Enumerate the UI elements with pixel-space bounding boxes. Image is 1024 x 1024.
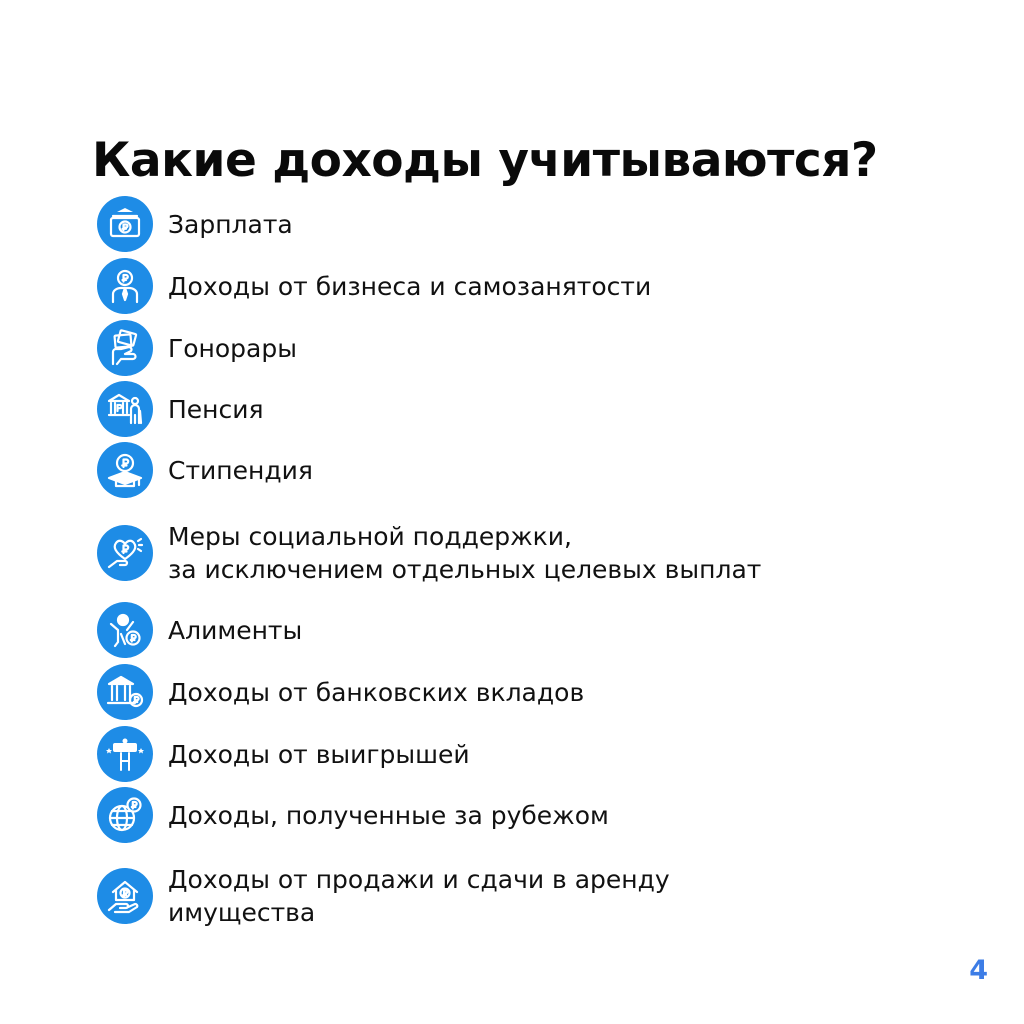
businessman-ruble-icon xyxy=(97,258,153,314)
item-label: Доходы от продажи и сдачи в аренду имущества xyxy=(168,865,670,927)
list-item-business xyxy=(97,258,651,314)
item-label: Зарплата xyxy=(168,209,293,239)
item-label: Доходы от банковских вкладов xyxy=(168,677,585,707)
item-label: Доходы от бизнеса и самозанятости xyxy=(168,271,652,301)
item-label: Гонорары xyxy=(168,333,297,363)
lottery-winner-icon xyxy=(97,726,153,782)
salary-money-icon xyxy=(97,196,153,252)
item-label: Доходы, полученные за рубежом xyxy=(168,800,609,830)
list-item-social-support xyxy=(97,520,761,586)
list-item-alimony xyxy=(97,602,302,658)
hand-banknotes-icon xyxy=(97,320,153,376)
item-label: Доходы от выигрышей xyxy=(168,739,470,769)
child-ruble-icon xyxy=(97,602,153,658)
item-label: Меры социальной поддержки, за исключением отдельных целевых выплат xyxy=(168,522,762,584)
list-item-fees xyxy=(97,320,297,376)
list-item-winnings xyxy=(97,726,470,782)
page-number: 4 xyxy=(969,955,988,986)
list-item-foreign-income xyxy=(97,787,609,843)
item-label: Пенсия xyxy=(168,394,264,424)
page-title: Какие доходы учитываются? xyxy=(92,133,878,188)
item-label: Алименты xyxy=(168,615,303,645)
list-item-scholarship xyxy=(97,442,313,498)
list-item-bank-deposits xyxy=(97,664,584,720)
list-item-pension xyxy=(97,381,264,437)
list-item-salary xyxy=(97,196,293,252)
globe-ruble-icon xyxy=(97,787,153,843)
heart-hand-ruble-icon xyxy=(97,525,153,581)
pension-elderly-icon xyxy=(97,381,153,437)
item-label: Стипендия xyxy=(168,455,313,485)
graduation-ruble-icon xyxy=(97,442,153,498)
list-item-property-income xyxy=(97,863,670,929)
house-hand-ruble-icon xyxy=(97,868,153,924)
bank-ruble-icon xyxy=(97,664,153,720)
